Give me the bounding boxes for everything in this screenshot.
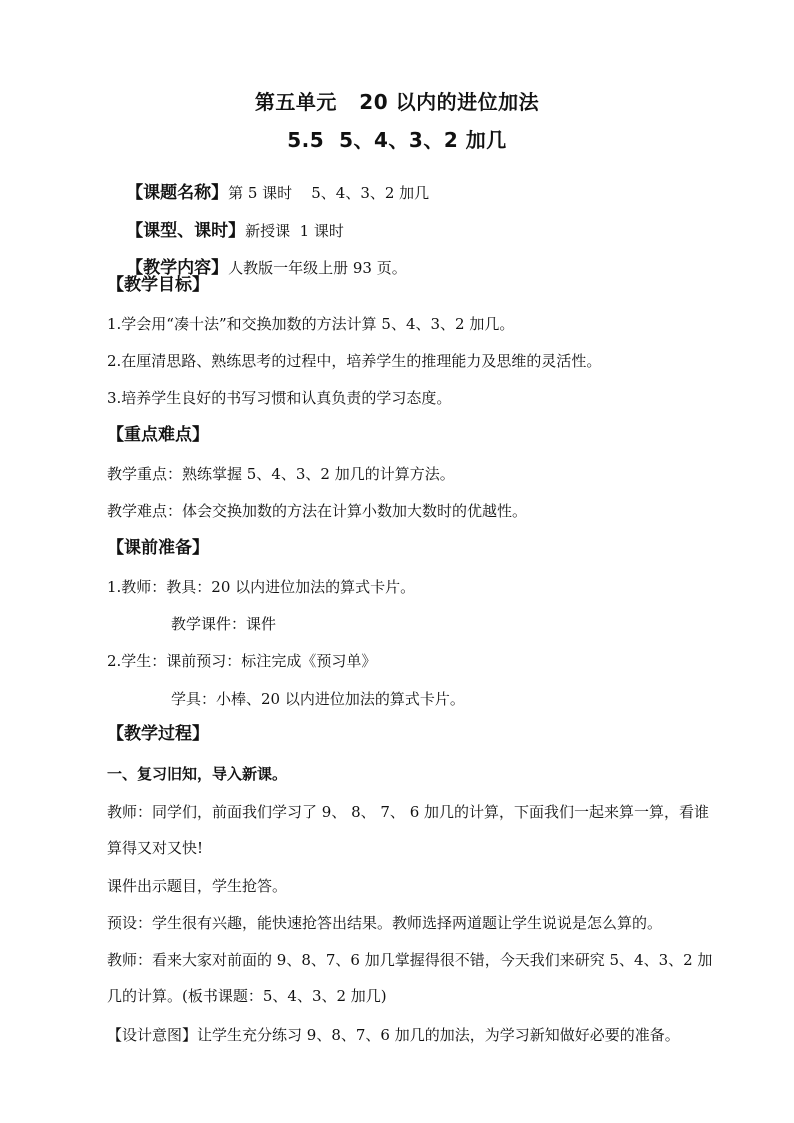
prep-teacher-courseware: 教学课件：课件	[171, 615, 277, 633]
lesson-name-label: 【课题名称】	[126, 183, 229, 203]
preparation-heading: 【课前准备】	[107, 538, 209, 558]
goal-item: 2.在厘清思路、熟练思考的过程中，培养学生的推理能力及思维的灵活性。	[107, 352, 602, 370]
teaching-content-value: 人教版一年级上册 93 页。	[228, 259, 407, 277]
lesson-type-value: 新授课 1 课时	[245, 222, 344, 240]
lesson-name-value: 第 5 课时 5、4、3、2 加几	[228, 184, 430, 202]
key-point-focus: 教学重点：熟练掌握 5、4、3、2 加几的计算方法。	[107, 465, 455, 483]
process-paragraph-2: 课件出示题目，学生抢答。	[107, 877, 288, 895]
prep-student-tools: 学具：小棒、20 以内进位加法的算式卡片。	[171, 690, 465, 708]
process-paragraph-3: 预设：学生很有兴趣，能快速抢答出结果。教师选择两道题让学生说说是怎么算的。	[107, 914, 663, 932]
process-section-title: 一、复习旧知，导入新课。	[107, 765, 288, 783]
design-intent: 【设计意图】让学生充分练习 9、8、7、6 加几的加法，为学习新知做好必要的准备。	[107, 1026, 680, 1044]
process-paragraph-4: 教师：看来大家对前面的 9、8、7、6 加几掌握得很不错，今天我们来研究 5、4、3、2 加几的计算。(板书课题：5、4、3、2 加几)	[107, 951, 713, 1005]
prep-student: 2.学生：课前预习：标注完成《预习单》	[107, 652, 377, 670]
goal-item: 3.培养学生良好的书写习惯和认真负责的学习态度。	[107, 389, 452, 407]
lesson-title: 5.5 5、4、3、2 加几	[287, 128, 507, 152]
teaching-content-label: 【教学内容】	[126, 258, 229, 278]
key-points-heading: 【重点难点】	[107, 425, 209, 445]
unit-title: 第五单元 20 以内的进位加法	[254, 90, 540, 114]
lesson-type-label: 【课型、课时】	[126, 221, 246, 241]
key-point-difficulty: 教学难点：体会交换加数的方法在计算小数加大数时的优越性。	[107, 502, 528, 520]
goals-heading: 【教学目标】	[107, 275, 209, 295]
process-heading: 【教学过程】	[107, 724, 209, 744]
process-paragraph-1: 教师：同学们，前面我们学习了 9、 8、 7、 6 加几的计算，下面我们一起来算一算，看谁算得又对又快!	[107, 803, 710, 857]
prep-teacher: 1.教师：教具：20 以内进位加法的算式卡片。	[107, 578, 416, 596]
goal-item: 1.学会用“凑十法”和交换加数的方法计算 5、4、3、2 加几。	[107, 315, 515, 333]
